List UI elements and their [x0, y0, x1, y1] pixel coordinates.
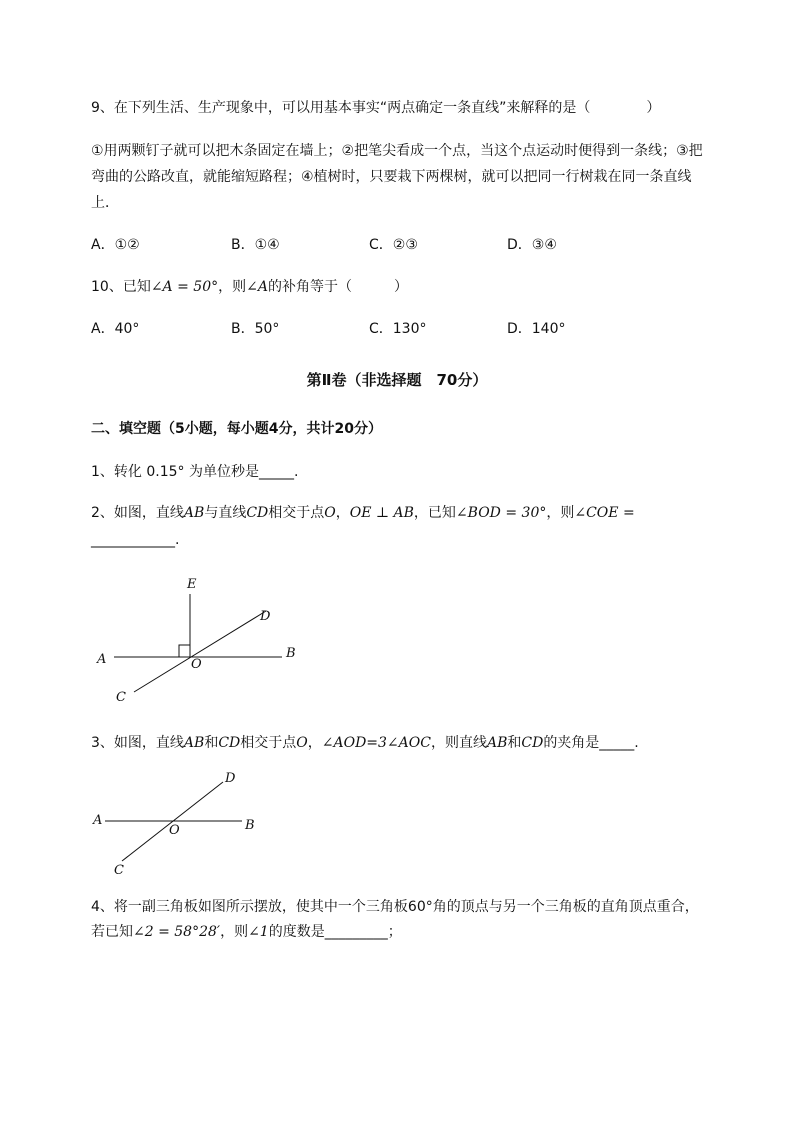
label-b: B — [286, 646, 296, 661]
fill4-line-2 — [91, 922, 402, 942]
section2-heading: 二、填空题（5小题，每小题4分，共计20分） — [91, 421, 382, 437]
label-d: D — [260, 609, 271, 624]
fill2-point-o: O — [324, 505, 336, 521]
q10-option-d: D．140° — [507, 321, 566, 337]
fill2-mid3: ，已知 — [413, 505, 456, 521]
line-cd — [134, 611, 266, 692]
q10-option-a: A．40° — [91, 321, 140, 337]
fill3-sep: ， — [307, 735, 322, 751]
label-c: C — [114, 863, 124, 878]
fill2-given: ∠BOD = 30° — [455, 505, 547, 521]
fill1-question: 1、转化 0.15° 为单位秒是_____. — [91, 464, 299, 480]
q10-stem-mid: ，则 — [218, 279, 247, 295]
fill2-sep1: ， — [335, 505, 350, 521]
q9-body-line-3: 上． — [91, 195, 119, 211]
fill2-ask: ∠COE = — [574, 505, 635, 521]
label-e: E — [187, 577, 197, 592]
fill3-mid2: ，则直线 — [430, 735, 487, 751]
right-angle-mark — [179, 645, 190, 657]
fill4-prefix: 若已知 — [91, 924, 133, 940]
fill3-line-cd-2: CD — [521, 735, 544, 751]
label-a: A — [93, 813, 103, 828]
fill4-given: ∠2 = 58°28′ — [133, 924, 221, 940]
q10-stem-suffix: 的补角等于（ ） — [267, 279, 408, 295]
label-o: O — [169, 823, 180, 838]
q9-body-line-2: 弯曲的公路改直，就能缩短路程；④植树时，只要栽下两棵树，就可以把同一行树栽在同一条直线 — [91, 169, 692, 185]
fill3-line-ab-2: AB — [486, 735, 508, 751]
q9-option-c: C．②③ — [369, 237, 418, 253]
q10-stem — [91, 277, 408, 297]
label-c: C — [116, 690, 126, 705]
fill2-prefix: 2、如图，直线 — [91, 505, 184, 521]
fill3-and2: 和 — [507, 735, 522, 751]
q10-given: ∠A = 50° — [150, 279, 219, 295]
fill2-line-cd: CD — [246, 505, 269, 521]
fill3-figure — [90, 765, 270, 880]
fill2-mid4: ，则 — [546, 505, 575, 521]
fill2-mid1: 与直线 — [204, 505, 247, 521]
fill3-point-o: O — [296, 735, 308, 751]
fill3-question — [91, 733, 639, 753]
q10-target: ∠A — [246, 279, 268, 295]
fill2-figure — [90, 570, 310, 710]
label-d: D — [225, 771, 236, 786]
q10-option-b: B．50° — [231, 321, 280, 337]
fill2-perp: OE ⊥ AB — [349, 505, 414, 521]
label-o: O — [191, 657, 202, 672]
fill2-mid2: 相交于点 — [268, 505, 325, 521]
fill2-line-ab: AB — [183, 505, 205, 521]
label-b: B — [245, 818, 255, 833]
fill2-question — [91, 503, 635, 523]
fill4-target: ∠1 — [248, 924, 269, 940]
fill3-mid: 相交于点 — [240, 735, 297, 751]
fill3-prefix: 3、如图，直线 — [91, 735, 184, 751]
fill3-and1: 和 — [204, 735, 219, 751]
q9-stem: 9、在下列生活、生产现象中，可以用基本事实“两点确定一条直线”来解释的是（ ） — [91, 100, 661, 116]
fill3-suffix: 的夹角是_____. — [543, 735, 639, 751]
fill4-mid: ，则 — [220, 924, 249, 940]
fill3-line-cd: CD — [218, 735, 241, 751]
label-a: A — [97, 652, 107, 667]
q10-stem-prefix: 10、已知 — [91, 279, 151, 295]
q9-option-a: A．①② — [91, 237, 140, 253]
q9-body-line-1: ①用两颗钉子就可以把木条固定在墙上；②把笔尖看成一个点，当这个点运动时便得到一条线；③把 — [91, 143, 703, 159]
q9-option-b: B．①④ — [231, 237, 280, 253]
q9-option-d: D．③④ — [507, 237, 557, 253]
fill4-line-1: 4、将一副三角板如图所示摆放，使其中一个三角板60°角的顶点与另一个三角板的直角顶点重合， — [91, 899, 699, 915]
fill3-relation: ∠AOD=3∠AOC — [321, 735, 431, 751]
fill3-line-ab: AB — [183, 735, 205, 751]
fill4-suffix: 的度数是_________； — [268, 924, 402, 940]
part2-title: 第Ⅱ卷（非选择题 70分） — [306, 371, 488, 389]
q10-option-c: C．130° — [369, 321, 427, 337]
fill2-answer-blank: ____________. — [91, 532, 180, 548]
